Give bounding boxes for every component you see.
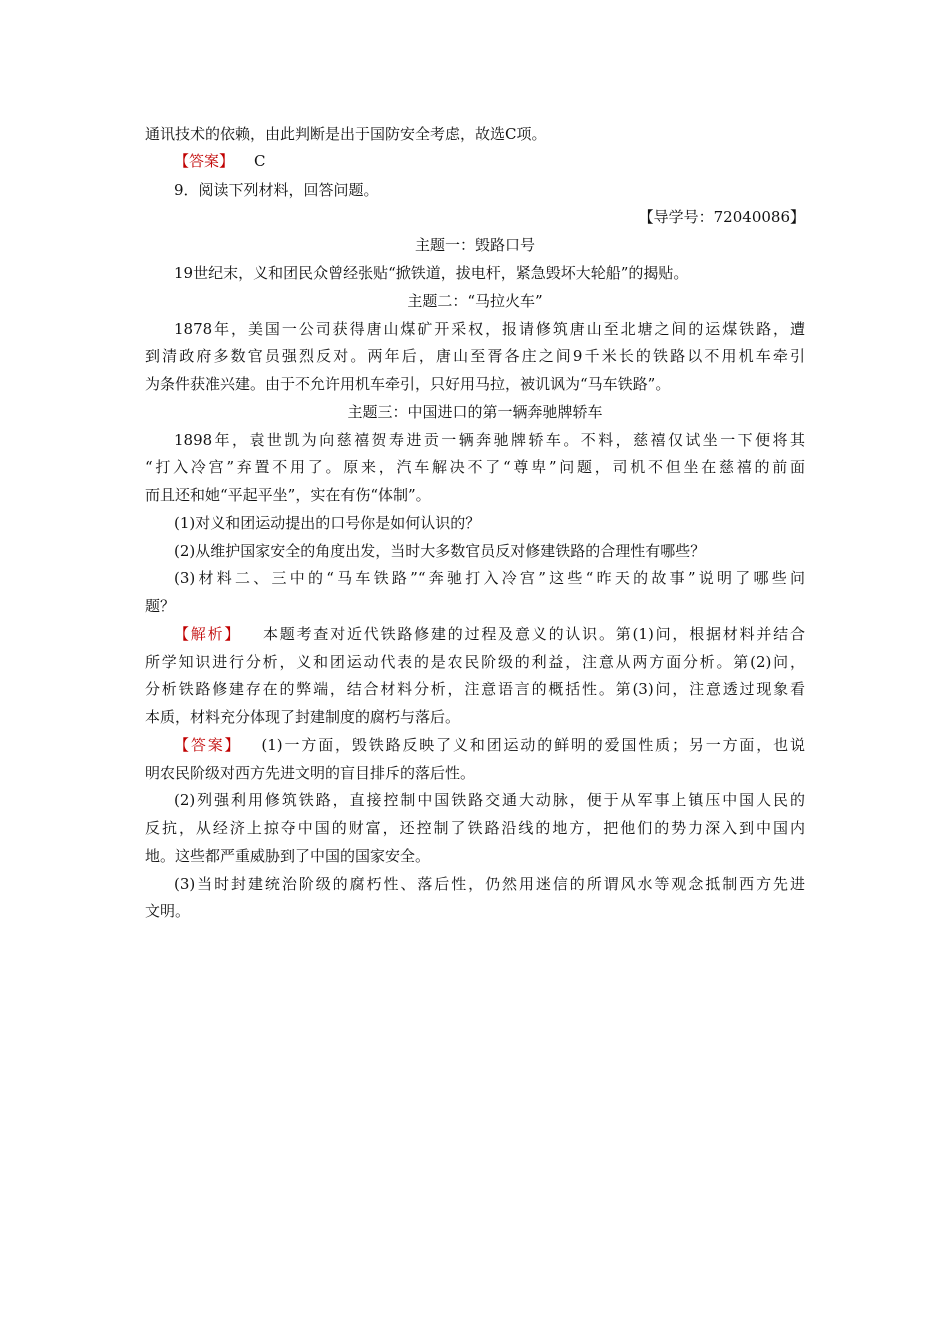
sub-question: 题？ xyxy=(145,597,176,615)
theme-heading: 主题二：“马拉火车” xyxy=(407,292,543,310)
theme-heading: 主题一：毁路口号 xyxy=(414,236,535,254)
analysis-text: 本题考查对近代铁路修建的过程及意义的认识。第(1)问，根据材料并结合 xyxy=(261,625,805,643)
text-line: 为条件获准兴建。由于不允许用机车牵引，只好用马拉，被讥讽为“马车铁路”。 xyxy=(145,375,671,393)
guide-number: 【导学号：72040086】 xyxy=(638,208,805,226)
question-title: 9．阅读下列材料，回答问题。 xyxy=(174,181,379,199)
text-line: (3)当时封建统治阶级的腐朽性、落后性，仍然用迷信的所谓风水等观念抵制西方先进 xyxy=(174,875,805,893)
sub-question: (2)从维护国家安全的角度出发，当时大多数官员反对修建铁路的合理性有哪些？ xyxy=(174,542,706,560)
answer-tag: 【答案】 xyxy=(174,152,235,170)
text-line: 1898年，袁世凯为向慈禧贺寿进贡一辆奔驰牌轿车。不料，慈禧仅试坐一下便将其 xyxy=(174,431,805,449)
text-line: 到清政府多数官员强烈反对。两年后，唐山至胥各庄之间9千米长的铁路以不用机车牵引 xyxy=(145,347,805,365)
text-line: 19世纪末，义和团民众曾经张贴“掀铁道，拔电杆，紧急毁坏大轮船”的揭贴。 xyxy=(174,264,689,282)
sub-question: (3)材料二、三中的“马车铁路”“奔驰打入冷宫”这些“昨天的故事”说明了哪些问 xyxy=(174,569,805,587)
text-line: “打入冷宫”弃置不用了。原来，汽车解决不了“尊卑”问题，司机不但坐在慈禧的前面 xyxy=(145,458,805,476)
analysis-line xyxy=(174,624,805,644)
text-line: 本质，材料充分体现了封建制度的腐朽与落后。 xyxy=(145,708,461,726)
sub-question: (1)对义和团运动提出的口号你是如何认识的？ xyxy=(174,514,481,532)
answer-tag: 【答案】 xyxy=(174,736,242,754)
text-line: 明农民阶级对西方先进文明的盲目排斥的落后性。 xyxy=(145,764,476,782)
analysis-tag: 【解析】 xyxy=(174,625,242,643)
text-line: 分析铁路修建存在的弊端，结合材料分析，注意语言的概括性。第(3)问，注意透过现象看 xyxy=(145,680,805,698)
answer-text: (1)一方面，毁铁路反映了义和团运动的鲜明的爱国性质；另一方面，也说 xyxy=(261,736,805,754)
text-line: 所学知识进行分析，义和团运动代表的是农民阶级的利益，注意从两方面分析。第(2)问， xyxy=(145,653,805,671)
text-line: 通讯技术的依赖，由此判断是出于国防安全考虑，故选C项。 xyxy=(145,125,547,143)
text-line: (2)列强利用修筑铁路，直接控制中国铁路交通大动脉，便于从军事上镇压中国人民的 xyxy=(174,791,805,809)
theme-heading: 主题三：中国进口的第一辆奔驰牌轿车 xyxy=(347,403,603,421)
text-line: 文明。 xyxy=(145,902,191,920)
text-line: 反抗，从经济上掠夺中国的财富，还控制了铁路沿线的地方，把他们的势力深入到中国内 xyxy=(145,819,805,837)
text-line: 1878年，美国一公司获得唐山煤矿开采权，报请修筑唐山至北塘之间的运煤铁路，遭 xyxy=(174,320,805,338)
answer-value: C xyxy=(254,152,266,170)
text-line: 地。这些都严重威胁到了中国的国家安全。 xyxy=(145,847,431,865)
answer-line xyxy=(174,151,266,171)
text-line: 而且还和她“平起平坐”，实在有伤“体制”。 xyxy=(145,486,431,504)
answer-line xyxy=(174,735,805,755)
